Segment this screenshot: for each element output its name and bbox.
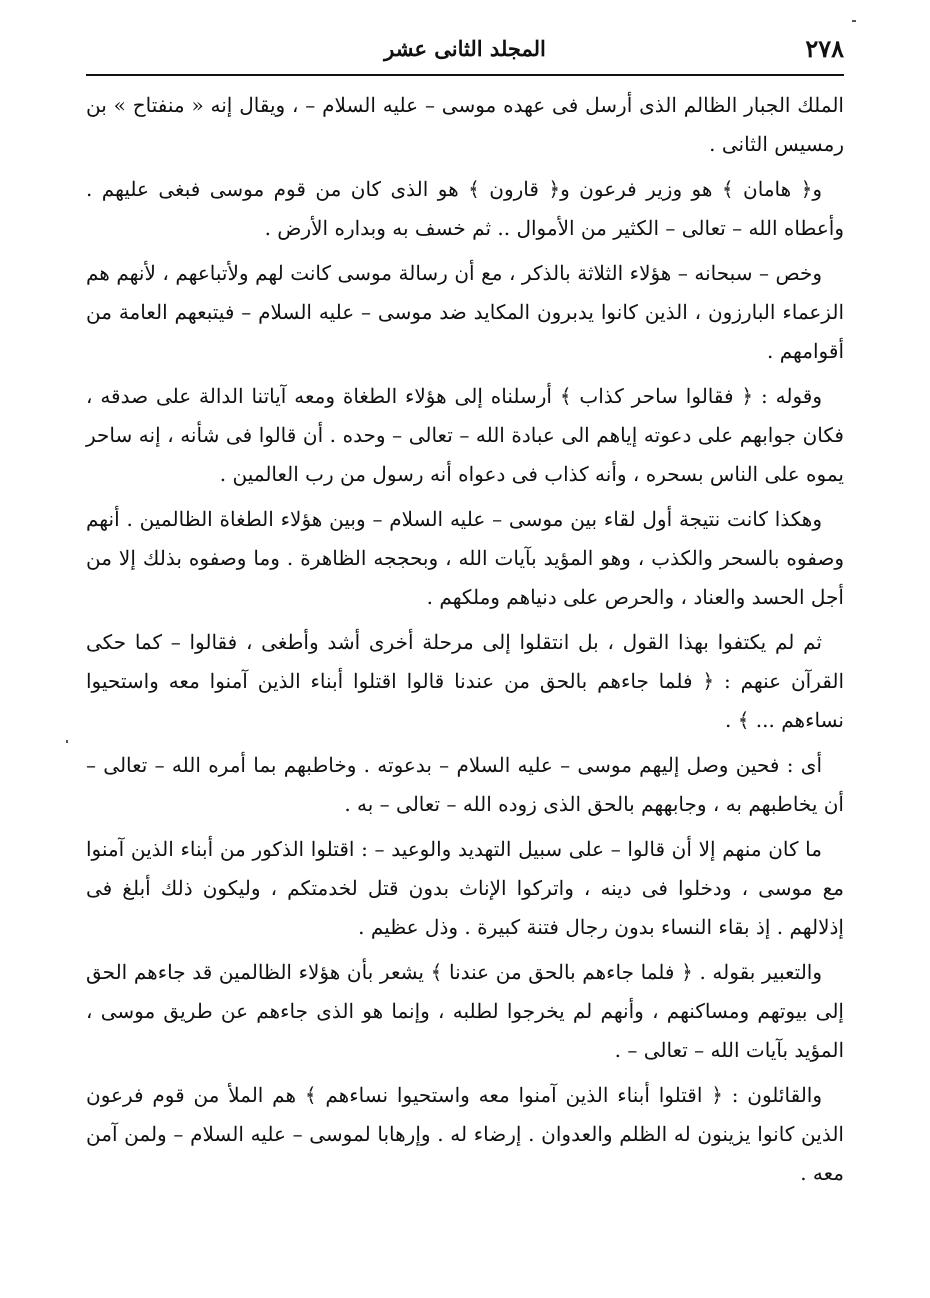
paragraph: وهكذا كانت نتيجة أول لقاء بين موسى – عليه السلام – وبين هؤلاء الطغاة الظالمين . أنهم وصفوه بالسحر والكذب ، وهو المؤيد بآيات الله ، وبحججه الظاهرة . وما وصفوه بذلك إلا من أجل الحسد والعناد ، والحرص على دنياهم وملكهم . <box>86 507 844 609</box>
running-head: المجلد الثانى عشر <box>384 36 546 61</box>
paragraph: أى : فحين وصل إليهم موسى – عليه السلام – بدعوته . وخاطبهم بما أمره الله – تعالى – أن يخاطبهم به ، وجابههم بالحق الذى زوده الله – تعالى – به . <box>86 753 844 816</box>
paragraph: و﴿ هامان ﴾ هو وزير فرعون و﴿ قارون ﴾ هو الذى كان من قوم موسى فبغى عليهم . وأعطاه الله – تعالى – الكثير من الأموال .. ثم خسف به وبداره الأرض . <box>86 177 844 240</box>
paragraph: وقوله : ﴿ فقالوا ساحر كذاب ﴾ أرسلناه إلى هؤلاء الطغاة ومعه آياتنا الدالة على صدقه ، فكان جوابهم على دعوته إياهم الى عبادة الله – تعالى – وحده . أن قالوا فى شأنه ، إنه ساحر يموه على الناس بسحره ، وأنه كذاب فى دعواه أنه رسول من رب العالمين . <box>86 384 844 486</box>
page-header <box>86 30 844 76</box>
scan-mark <box>66 740 68 743</box>
page-number: ٢٧٨ <box>805 34 844 63</box>
paragraph: ثم لم يكتفوا بهذا القول ، بل انتقلوا إلى مرحلة أخرى أشد وأطغى ، فقالوا – كما حكى القرآن عنهم : ﴿ فلما جاءهم بالحق من عندنا قالوا اقتلوا أبناء الذين آمنوا معه واستحيوا نساءهم ... ﴾ . <box>86 630 844 732</box>
paragraph: الملك الجبار الظالم الذى أرسل فى عهده موسى – عليه السلام – ، ويقال إنه « منفتاح » بن رمسيس الثانى . <box>86 93 844 156</box>
paragraph: وخص – سبحانه – هؤلاء الثلاثة بالذكر ، مع أن رسالة موسى كانت لهم ولأتباعهم ، لأنهم هم الزعماء البارزون ، الذين كانوا يدبرون المكايد ضد موسى – عليه السلام – فيتبعهم العامة من أقوامهم . <box>86 261 844 363</box>
paragraph: ما كان منهم إلا أن قالوا – على سبيل التهديد والوعيد – : اقتلوا الذكور من أبناء الذين آمنوا مع موسى ، ودخلوا فى دينه ، واتركوا الإناث بدون قتل لخدمتكم ، وليكون ذلك أبلغ فى إذلالهم . إذ بقاء النساء بدون رجال فتنة كبيرة . وذل عظيم . <box>86 837 844 939</box>
scan-mark <box>852 20 856 22</box>
paragraph: والقائلون : ﴿ اقتلوا أبناء الذين آمنوا معه واستحيوا نساءهم ﴾ هم الملأ من قوم فرعون الذين كانوا يزينون له الظلم والعدوان . إرضاء له . وإرهابا لموسى – عليه السلام – ولمن آمن معه . <box>86 1083 844 1185</box>
paragraph: والتعبير بقوله . ﴿ فلما جاءهم بالحق من عندنا ﴾ يشعر بأن هؤلاء الظالمين قد جاءهم الحق إلى بيوتهم ومساكنهم ، وأنهم لم يخرجوا لطلبه ، وإنما هو الذى جاءهم عن طريق موسى ، المؤيد بآيات الله – تعالى – . <box>86 960 844 1062</box>
book-page <box>86 30 844 1199</box>
body-text <box>86 86 844 1193</box>
